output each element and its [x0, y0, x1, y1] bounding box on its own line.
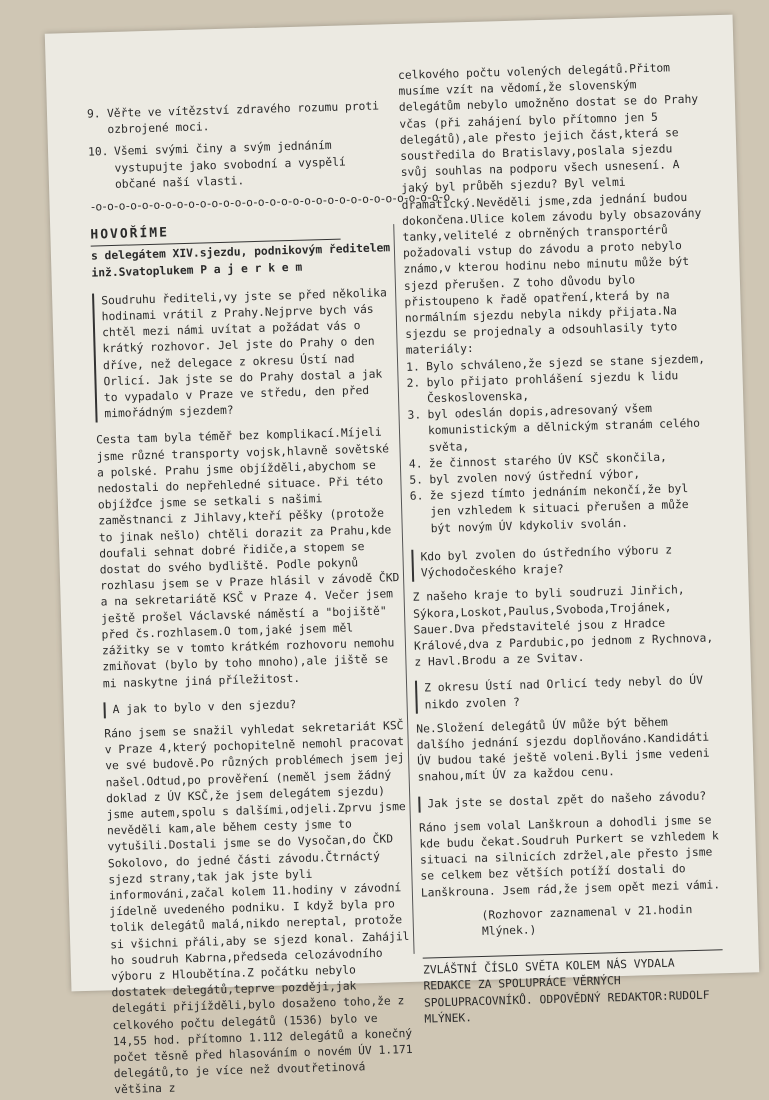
imprint-footer: ZVLÁŠTNÍ ČÍSLO SVĚTA KOLEM NÁS VYDALA REDAKCE ZA SPOLUPRÁCE VĚRNÝCH SPOLUPRACOVNÍKŮ. ODPOVĚDNÝ REDAKTOR:RUDOLF MLÝNEK.	[423, 949, 725, 1027]
item-text: bylo přijato prohlášení sjezdu k lidu Československa,	[426, 369, 679, 406]
list-item	[88, 137, 389, 194]
answer-5: Ráno jsem volal Lanškroun a dohodli jsme se kde budu čekat.Soudruh Purkert se vzhledem k situaci na silnicích zdržel,ale přesto jsme se celkem bez větších potíží dostali do Lanškrouna. Jsem rád,že jsem opět mezi vámi.	[418, 813, 721, 900]
item-number: 1.	[406, 360, 420, 374]
question-2: A jak to bylo v den sjezdu?	[103, 694, 403, 719]
answer-2: Ráno jsem se snažil vyhledat sekretariát KSČ v Praze 4,který pochopitelně nemohl pracovat ve své budově.Po různých problémech jsem jej našel.Odtud,po prověření (neměl jsem žádný doklad z ÚV KSČ,že jsem delegátem sjezdu) jsme autem,spolu s dalšími,odjeli.Zprvu jsme nevěděli kam,ale během cesty jsme to vytušili.Dostali jsme se do Vysočan,do ČKD Sokolovo, do jedné části závodu.Čtrnáctý sjezd strany,tak jak jste byli informováni,začal kolem 11.hodiny v závodní jídelně uvedeného podniku. I když byla pro tolik delegátů malá,nikdo nereptal, protože si všichni přáli,aby se sjezd konal. Zahájil ho soudruh Kabrna,předseda celozávodního výboru z Hloubětína.Z počátku nebylo dostatek delegátů,teprve později,jak delegáti přijížděli,bylo dosaženo toho,že z celkového počtu delegátů (1536) bylo ve 14,55 hod. přítomno 1.112 delegátů a konečný počet těsně před hlasováním o novém ÚV 1.171 delegátů,to je více než dvoutřetinová většina z	[104, 718, 413, 1097]
continued-paragraph: celkového počtu volených delegátů.Přitom musíme vzít na vědomí,že slovenským delegátům nebylo umožněno dostat se do Prahy včas (při zahájení bylo přítomno jen 5 delegátů),ale přesto jejich část,která se soustředila do Bratislavy,poslala sjezdu svůj souhlas na podporu všech usnesení. A jaký byl průběh sjezdu? Byl velmi dramatický.Nevěděli jsme,zda jednání budou dokončena.Ulice kolem závodu byly obsazovány tanky,velitelé z obrněných transportérů požadovali vstup do závodu a proto nebylo známo,v kterou hodinu nebo minutu může být sjezd přerušen. Z toho důvodu bylo přistoupeno k řadě opatření,která by na normálním sjezdu nebyla nikdy přijata.Na sjezdu se projednaly a odsouhlasily tyto materiály:	[397, 61, 702, 358]
item-number: 2.	[406, 376, 421, 390]
item-text: byl odeslán dopis,adresovaný všem komunistickým a dělnickým stranám celého světa,	[427, 402, 701, 454]
item-text: Všemi svými činy a svým jednáním vystupujte jako svobodní a vyspělí občané naší vlasti.	[113, 139, 346, 191]
item-number: 6.	[409, 489, 424, 504]
right-column	[398, 60, 725, 1028]
interview-signature: (Rozhovor zaznamenal v 21.hodin Mlýnek.)	[481, 902, 693, 938]
list-item	[407, 400, 708, 457]
item-text: Věřte ve vítězství zdravého rozumu proti ozbrojené moci.	[106, 99, 380, 137]
item-text: byl zvolen nový ústřední výbor,	[429, 467, 641, 487]
item-text: že činnost starého ÚV KSČ skončila,	[428, 450, 668, 471]
answer-1: Cesta tam byla téměř bez komplikací.Míjeli jsme různé transporty vojsk,hlavně sovětské a polské. Prahu jsme objížděli,abychom se nedostali do nepřehledné situace. Při této objížďce jsme se setkali s našimi zaměstnanci z Jihlavy,kteří pěšky (protože to jinak nešlo) chtěli dorazit za Prahu,kde doufali sehnat dobré řidiče,a stopem se dostat do svého bydliště. Podle pokynů rozhlasu jsem se v Praze hlásil v závodě ČKD a na sekretariátě KSČ v Praze 4. Večer jsem ještě prošel Václavské náměstí a "bojiště" před čs.rozhlasem.O tom,jaké jsem měl zážitky se v tomto krátkém rozhovoru nemohu zmiňovat (bylo by toho mnoho),ale jiště se mi naskytne jiná příležitost.	[95, 425, 400, 690]
list-item	[87, 98, 388, 139]
item-text: že sjezd tímto jednáním nekončí,že byl jen vzhledem k situaci přerušen a může být novým ÚV kdykoliv svolán.	[429, 482, 689, 535]
section-heading: HOVOŘÍME	[90, 225, 170, 243]
item-number: 5.	[409, 473, 424, 487]
item-text: Bylo schváleno,že sjezd se stane sjezdem,	[426, 352, 706, 373]
document-page	[45, 15, 759, 1097]
question-5: Jak jste se dostal zpět do našeho závodu?	[418, 788, 718, 813]
answer-3: Z našeho kraje to byli soudruzi Jinřich, Sýkora,Loskot,Paulus,Svoboda,Trojánek, Sauer.Dva představitelé jsou z Hradce Králové,dva z Pardubic,po jednom z Rychnova, z Havl.Brodu a ze Svitav.	[412, 583, 714, 669]
item-number: 4.	[408, 457, 423, 471]
left-column	[86, 98, 450, 1099]
item-number: 10.	[87, 145, 109, 160]
question-3: Kdo byl zvolen do ústředního výboru z Východočeského kraje?	[411, 541, 712, 582]
dotted-divider: -o-o-o-o-o-o-o-o-o-o-o-o-o-o-o-o-o-o-o-o-o-o-o-o-o-o-o-o-o-o-o	[89, 190, 450, 214]
item-number: 9.	[86, 107, 101, 121]
interview-subheading: s delegátem XIV.sjezdu, podnikovým ředitelem inž.Svatoplukem P a j e r k e m	[90, 241, 391, 280]
question-4: Z okresu Ústí nad Orlicí tedy nebyl do ÚV nikdo zvolen ?	[415, 673, 716, 714]
item-number: 3.	[407, 408, 422, 423]
list-item	[410, 481, 711, 538]
question-1: Soudruhu řediteli,vy jste se před několika hodinami vrátil z Prahy.Nejprve bych vás chtěl mezi námi uvítat a požádat vás o krátký rozhovor. Jel jste do Prahy o den dříve, než delegace z okresu Ústí nad Orlicí. Jak jste se do Prahy dostal a jak to vypadalo v Praze ve středu, den před mimořádným sjezdem?	[92, 285, 396, 423]
answer-4: Ne.Složení delegátů ÚV může být během dalšího jednání sjezdu doplňováno.Kandidáti ÚV budou také ještě voleni.Byli jsme vedeni snahou,mít ÚV za každou cenu.	[416, 715, 710, 784]
